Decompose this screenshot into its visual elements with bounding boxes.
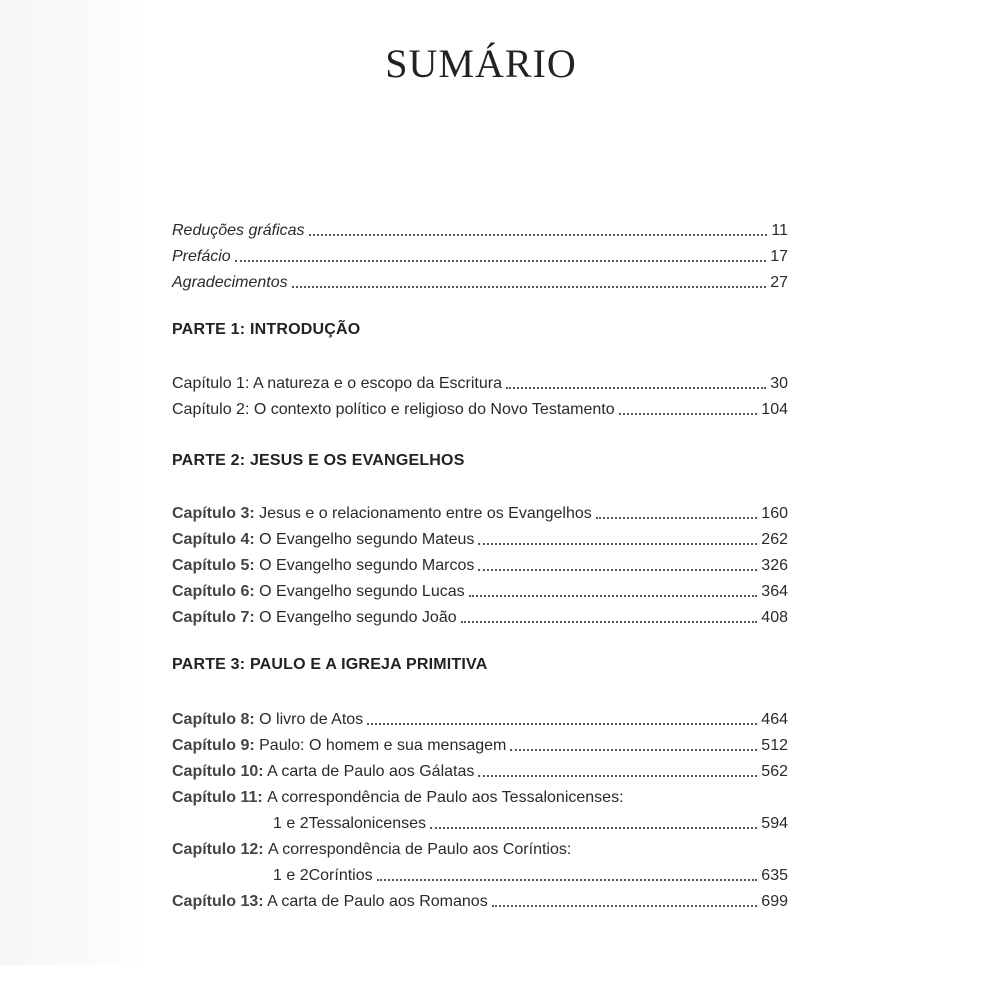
dot-leader <box>367 723 757 725</box>
dot-leader <box>469 595 758 597</box>
chapter-prefix: Capítulo 12: <box>172 841 264 858</box>
dot-leader <box>492 905 758 907</box>
chapter-prefix: Capítulo 13: <box>172 893 264 910</box>
toc-entry[interactable] <box>172 267 788 293</box>
toc-entry-page: 594 <box>761 815 788 832</box>
toc-entry-page: 635 <box>761 867 788 884</box>
chapter-title: O contexto político e religioso do Novo Testamento <box>253 401 615 418</box>
toc-entry[interactable] <box>172 808 788 834</box>
toc-entry-page: 11 <box>771 222 788 239</box>
chapter-prefix: Capítulo 4: <box>172 531 255 548</box>
chapter-title: A carta de Paulo aos Gálatas <box>267 763 475 780</box>
toc-entry[interactable] <box>172 241 788 267</box>
chapter-title: A correspondência de Paulo aos Coríntios: <box>268 841 572 858</box>
part-heading: PARTE 1: INTRODUÇÃO <box>172 321 361 338</box>
chapter-prefix: Capítulo 6: <box>172 583 255 600</box>
toc-entry-page: 30 <box>770 375 788 392</box>
toc-entry[interactable] <box>172 860 788 886</box>
toc-entry[interactable] <box>172 602 788 628</box>
chapter-prefix: Capítulo 9: <box>172 737 255 754</box>
chapter-title: O Evangelho segundo Marcos <box>259 557 475 574</box>
toc-entry[interactable] <box>172 730 788 756</box>
chapter-prefix: Capítulo 5: <box>172 557 255 574</box>
dot-leader <box>292 286 767 288</box>
toc-entry-page: 262 <box>761 531 788 548</box>
chapter-title-continuation: 1 e 2Tessalonicenses <box>273 815 426 832</box>
toc-entry-page: 699 <box>761 893 788 910</box>
toc-entry[interactable] <box>172 576 788 602</box>
dot-leader <box>478 569 757 571</box>
chapter-title: Paulo: O homem e sua mensagem <box>259 737 507 754</box>
toc-entry[interactable] <box>172 368 788 394</box>
dot-leader <box>235 260 767 262</box>
chapter-title: A natureza e o escopo da Escritura <box>252 375 502 392</box>
chapter-title: O Evangelho segundo Lucas <box>259 583 465 600</box>
toc-entry-first-line[interactable] <box>172 782 788 808</box>
toc-entry-first-line[interactable] <box>172 834 788 860</box>
part-3-chapter-list <box>172 704 788 912</box>
chapter-title: A carta de Paulo aos Romanos <box>267 893 488 910</box>
chapter-prefix: Capítulo 8: <box>172 711 255 728</box>
toc-entry-page: 464 <box>761 711 788 728</box>
dot-leader <box>596 517 758 519</box>
toc-entry-page: 562 <box>761 763 788 780</box>
chapter-prefix: Capítulo 10: <box>172 763 264 780</box>
chapter-prefix: Capítulo 7: <box>172 609 255 626</box>
toc-entry-page: 160 <box>761 505 788 522</box>
dot-leader <box>309 234 768 236</box>
chapter-prefix: Capítulo 1: <box>172 375 250 392</box>
toc-entry-page: 104 <box>761 401 788 418</box>
toc-entry[interactable] <box>172 394 788 420</box>
toc-entry-page: 27 <box>770 274 788 291</box>
chapter-title: O livro de Atos <box>259 711 364 728</box>
chapter-prefix: Capítulo 3: <box>172 505 255 522</box>
toc-entry-label: Agradecimentos <box>172 274 288 291</box>
toc-entry[interactable] <box>172 550 788 576</box>
toc-entry[interactable] <box>172 524 788 550</box>
chapter-title-continuation: 1 e 2Coríntios <box>273 867 373 884</box>
part-heading: PARTE 3: PAULO E A IGREJA PRIMITIVA <box>172 656 488 673</box>
part-1-chapter-list <box>172 368 788 420</box>
chapter-title: O Evangelho segundo João <box>259 609 457 626</box>
front-matter-list <box>172 215 788 293</box>
toc-entry-page: 326 <box>761 557 788 574</box>
toc-entry-label: Reduções gráficas <box>172 222 305 239</box>
chapter-title: O Evangelho segundo Mateus <box>259 531 475 548</box>
toc-entry-page: 408 <box>761 609 788 626</box>
chapter-title: Jesus e o relacionamento entre os Evangelhos <box>259 505 592 522</box>
page-gutter-shade <box>0 0 145 965</box>
dot-leader <box>619 413 758 415</box>
chapter-prefix: Capítulo 11: <box>172 789 263 806</box>
toc-entry[interactable] <box>172 498 788 524</box>
toc-entry-page: 512 <box>761 737 788 754</box>
chapter-title: A correspondência de Paulo aos Tessalonicenses: <box>267 789 624 806</box>
toc-entry-label: Prefácio <box>172 248 231 265</box>
toc-entry[interactable] <box>172 704 788 730</box>
toc-entry-page: 364 <box>761 583 788 600</box>
dot-leader <box>478 543 757 545</box>
toc-entry[interactable] <box>172 886 788 912</box>
toc-entry[interactable] <box>172 756 788 782</box>
toc-entry-page: 17 <box>770 248 788 265</box>
dot-leader <box>377 879 758 881</box>
part-heading: PARTE 2: JESUS E OS EVANGELHOS <box>172 452 465 469</box>
page-title: SUMÁRIO <box>385 41 577 86</box>
dot-leader <box>478 775 757 777</box>
dot-leader <box>506 387 766 389</box>
dot-leader <box>510 749 757 751</box>
dot-leader <box>430 827 757 829</box>
toc-entry[interactable] <box>172 215 788 241</box>
dot-leader <box>461 621 758 623</box>
part-2-chapter-list <box>172 498 788 628</box>
chapter-prefix: Capítulo 2: <box>172 401 250 418</box>
